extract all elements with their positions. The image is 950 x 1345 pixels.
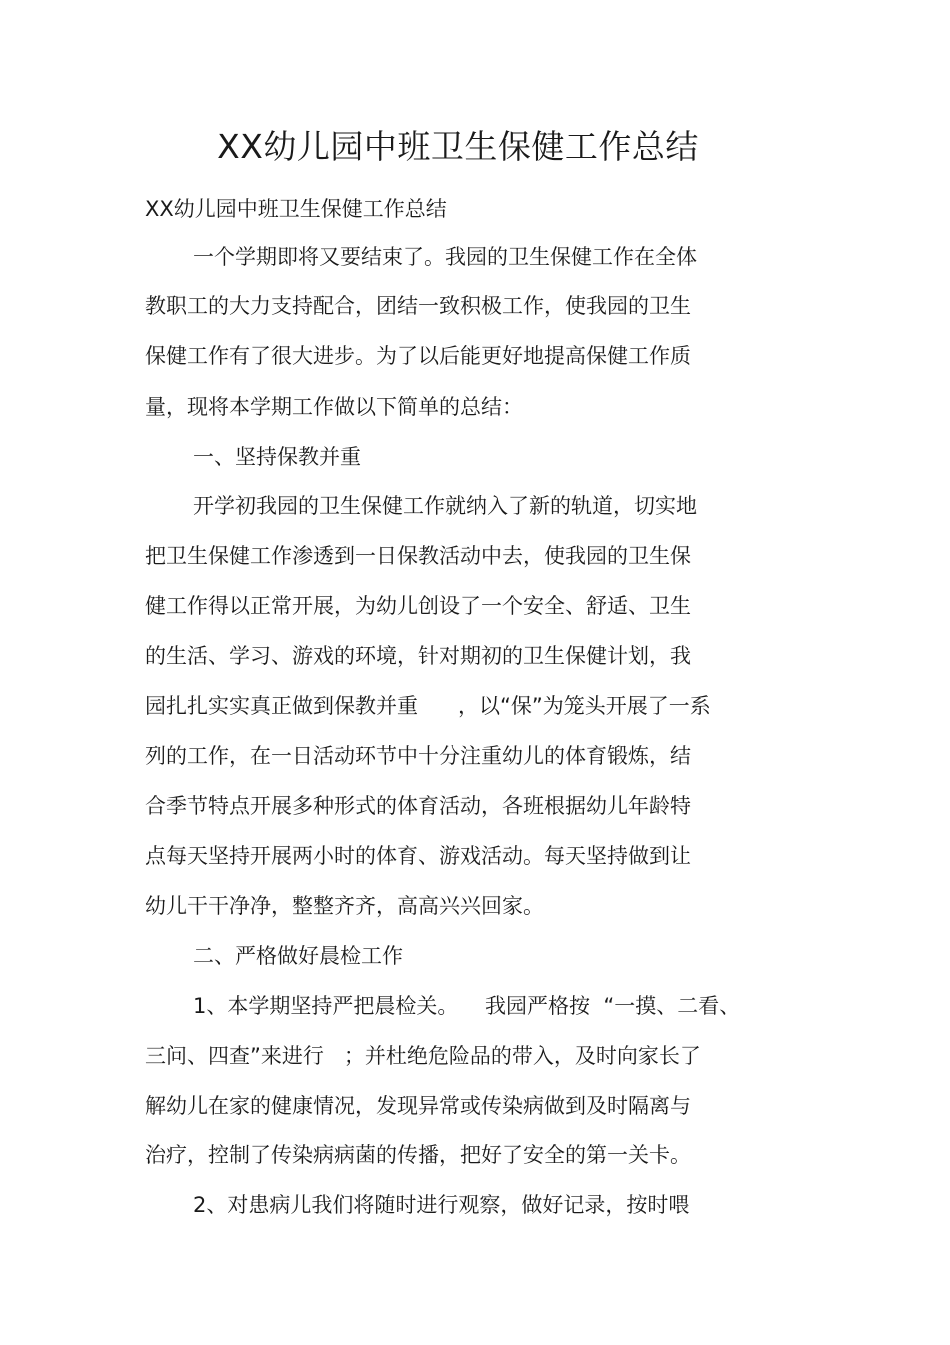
paragraph-line: 一个学期即将又要结束了。我园的卫生保健工作在全体 [193, 245, 697, 269]
paragraph-line: 量，现将本学期工作做以下简单的总结： [145, 395, 523, 419]
paragraph-line: 健工作得以正常开展，为幼儿创设了一个安全、舒适、卫生 [145, 594, 691, 618]
subtitle-line: XX幼儿园中班卫生保健工作总结 [145, 197, 447, 221]
paragraph-line: 把卫生保健工作渗透到一日保教活动中去，使我园的卫生保 [145, 544, 691, 568]
paragraph-line: 三问、四查”来进行 ；并杜绝危险品的带入，及时向家长了 [145, 1044, 701, 1068]
paragraph-line: 开学初我园的卫生保健工作就纳入了新的轨道，切实地 [193, 494, 697, 518]
paragraph-line: 合季节特点开展多种形式的体育活动，各班根据幼儿年龄特 [145, 794, 691, 818]
paragraph-line: 点每天坚持开展两小时的体育、游戏活动。每天坚持做到让 [145, 844, 691, 868]
paragraph-line: 解幼儿在家的健康情况，发现异常或传染病做到及时隔离与 [145, 1094, 691, 1118]
section-heading: 二、严格做好晨检工作 [193, 944, 403, 968]
paragraph-line: 保健工作有了很大进步。为了以后能更好地提高保健工作质 [145, 344, 691, 368]
document-title: XX幼儿园中班卫生保健工作总结 [217, 127, 699, 166]
paragraph-line: 2、对患病儿我们将随时进行观察，做好记录，按时喂 [193, 1193, 690, 1217]
section-heading: 一、坚持保教并重 [193, 445, 361, 469]
paragraph-line: 1、本学期坚持严把晨检关。 我园严格按 “一摸、二看、 [193, 994, 741, 1018]
paragraph-line: 列的工作，在一日活动环节中十分注重幼儿的体育锻炼，结 [145, 744, 691, 768]
paragraph-line: 教职工的大力支持配合，团结一致积极工作，使我园的卫生 [145, 294, 691, 318]
paragraph-line: 幼儿干干净净，整整齐齐，高高兴兴回家。 [145, 894, 544, 918]
paragraph-line: 的生活、学习、游戏的环境，针对期初的卫生保健计划，我 [145, 644, 691, 668]
paragraph-line: 园扎扎实实真正做到保教并重 ，以“保”为笼头开展了一系 [145, 694, 711, 718]
paragraph-line: 治疗，控制了传染病病菌的传播，把好了安全的第一关卡。 [145, 1143, 691, 1167]
